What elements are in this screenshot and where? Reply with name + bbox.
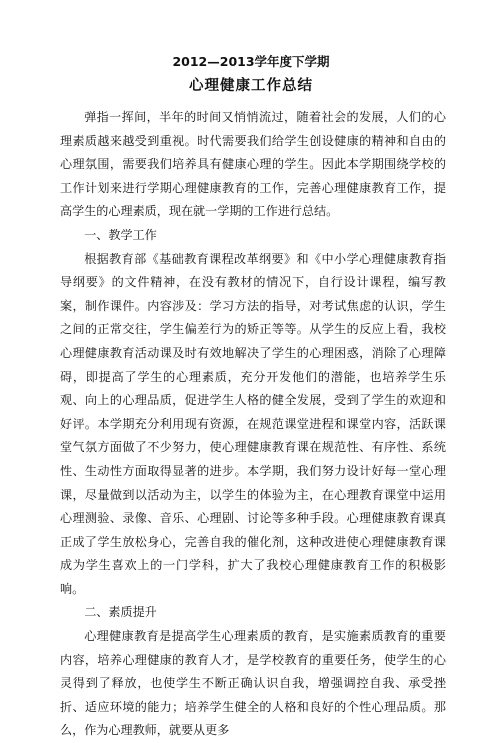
document-body: [60, 106, 446, 743]
section-heading-teaching: 一、教学工作: [84, 227, 157, 242]
teaching-paragraph: 根据教育部《基础教育课程改革纲要》和《中小学心理健康教育指导纲要》的文件精神，在没有教材的情况下，自行设计课程，编写教案，制作课件。内容涉及：学习方法的指导，对考试焦虑的认识，学生之间的正常交往，学生偏差行为的矫正等等。从学生的反应上看，我校心理健康教育活动课及时有效地解决了学生的心理困惑，消除了心理障碍，即提高了学生的心理素质，充分开发他们的潜能，也培养学生乐观、向上的心理品质，促进学生人格的健全发展，受到了学生的欢迎和好评。本学期充分利用现有资源，在规范课堂进程和课堂内容，活跃课堂气氛方面做了不少努力，使心理健康教育课在规范性、有序性、系统性、生动性方面取得显著的进步。本学期，我们努力设计好每一堂心理课，尽量做到以活动为主，以学生的体验为主，在心理教育课堂中运用心理测验、录像、音乐、心理剧、讨论等多种手段。心理健康教育课真正成了学生放松身心，完善自我的催化剂，这种改进使心理健康教育课成为学生喜欢上的一门学科，扩大了我校心理健康教育工作的积极影响。: [60, 251, 446, 596]
document-header: [0, 54, 502, 95]
document-title: 心理健康工作总结: [189, 78, 313, 94]
intro-paragraph: 弹指一挥间，半年的时间又悄悄流过，随着社会的发展，人们的心理素质越来越受到重视。时代需要我们给学生创设健康的精神和自由的心理氛围，需要我们培养具有健康心理的学生。因此本学期围绕学校的工作计划来进行学期心理健康教育的工作，完善心理健康教育工作，提高学生的心理素质，现在就一学期的工作进行总结。: [60, 110, 446, 219]
quality-paragraph: 心理健康教育是提高学生心理素质的教育，是实施素质教育的重要内容，培养心理健康的教育人才，是学校教育的重要任务，使学生的心灵得到了释放，也使学生不断正确认识自我，增强调控自我、承受挫折、适应环境的能力；培养学生健全的人格和良好的个性心理品质。那么，作为心理教师，就要从更多: [60, 629, 446, 738]
section-heading-quality: 二、素质提升: [84, 605, 157, 620]
school-year-line: 2012—2013学年度下学期: [172, 54, 330, 69]
